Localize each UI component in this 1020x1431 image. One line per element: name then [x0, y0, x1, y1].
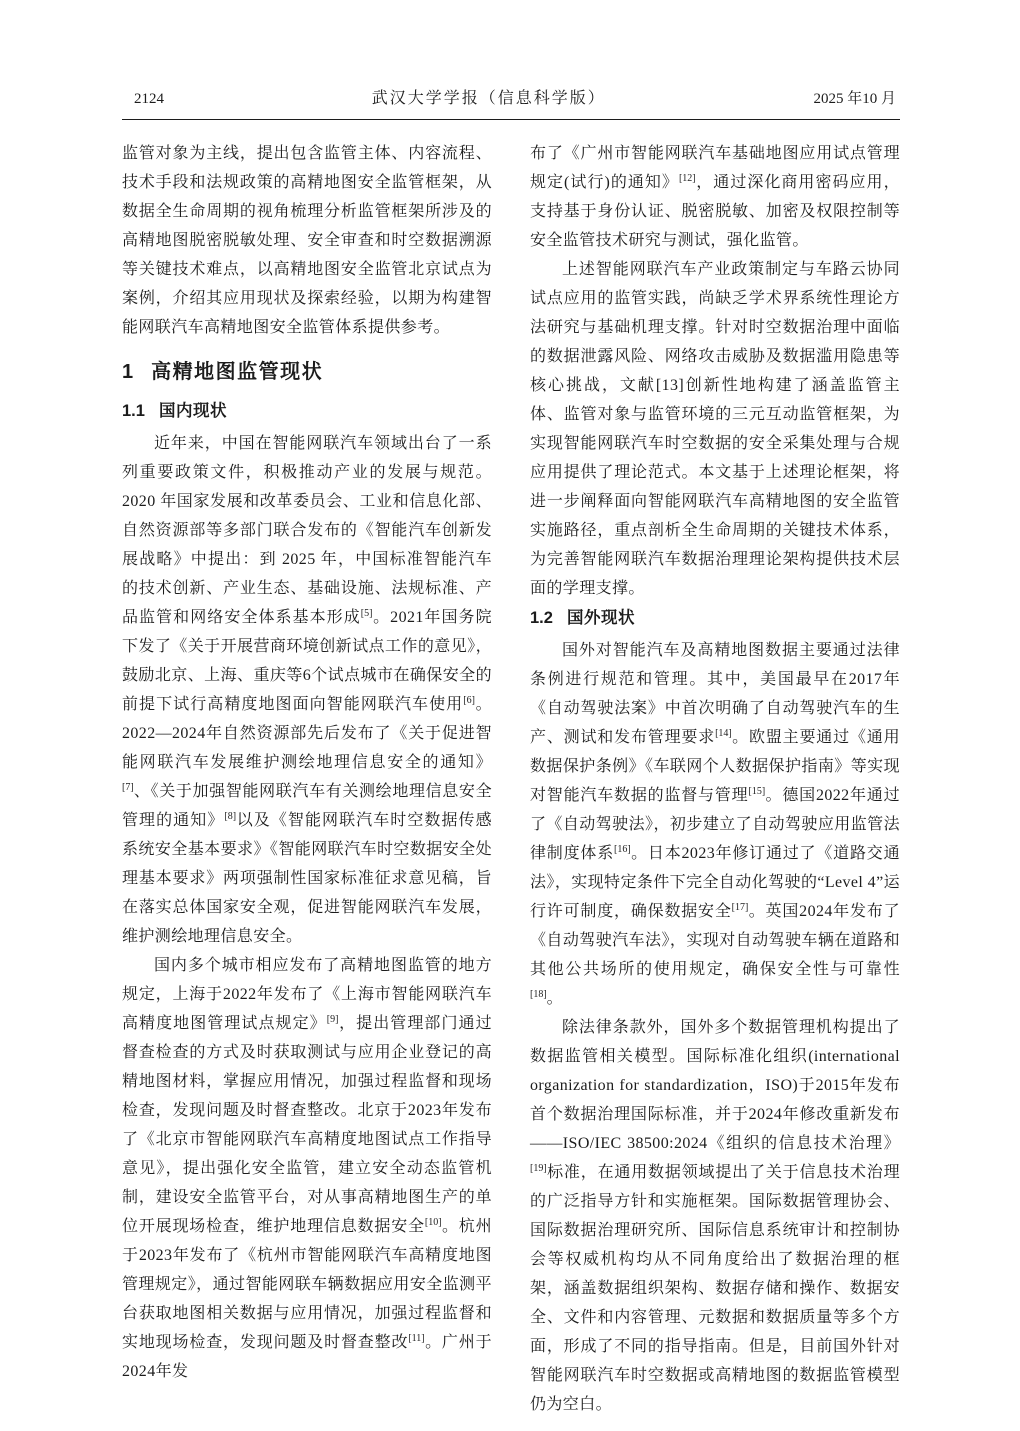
- section-number: 1: [122, 361, 134, 383]
- reference-superscript: [19]: [530, 1163, 547, 1174]
- reference-superscript: [18]: [530, 989, 547, 1000]
- header-rule: [122, 119, 900, 120]
- reference-superscript: [17]: [731, 902, 749, 913]
- right-column: [530, 139, 900, 1419]
- paragraph-foreign-laws: 国外对智能汽车及高精地图数据主要通过法律条例进行规范和管理。其中，美国最早在2017年《自动驾驶法案》中首次明确了自动驾驶汽车的生产、测试和发布管理要求[14]。欧盟主要通过《通用数据保护条例》《车联网个人数据保护指南》等实现对智能汽车数据的监督与管理[15]。德国2022年通过了《自动驾驶法》，初步建立了自动驾驶应用监管法律制度体系[16]。日本2023年修订通过了《道路交通法》，实现特定条件下完全自动化驾驶的“Level 4”运行许可制度，确保数据安全[17]。英国2024年发布了《自动驾驶汽车法》，实现对自动驾驶车辆在道路和其他公共场所的使用规定，确保安全性与可靠性[18]。: [530, 642, 900, 1007]
- page-header: [122, 88, 900, 110]
- reference-superscript: [6]: [463, 695, 475, 706]
- reference-superscript: [16]: [614, 844, 631, 855]
- article-body: [122, 139, 900, 1419]
- section-1-heading: [122, 359, 492, 385]
- reference-superscript: [8]: [224, 811, 237, 822]
- subsection-1-2-heading: [530, 606, 900, 630]
- reference-superscript: [12]: [678, 173, 696, 184]
- reference-superscript: [9]: [326, 1014, 339, 1025]
- paragraph-foreign-models: 除法律条款外，国外多个数据管理机构提出了数据监管相关模型。国际标准化组织(international organization for standardization，ISO)于2015年发布首个数据治理国际标准，并于2024年修改重新发布——ISO/IEC 38500:2024《组织的信息技术治理》[19]标准，在通用数据领域提出了关于信息技术治理的广泛指导方针和实施框架。国际数据管理协会、国际数据治理研究所、国际信息系统审计和控制协会等权威机构均从不同角度给出了数据治理的框架，涵盖数据组织架构、数据存储和操作、数据安全、文件和内容管理、元数据和数据质量等多个方面，形成了不同的指导指南。但是，目前国外针对智能网联汽车时空数据或高精地图的数据监管模型仍为空白。: [530, 1019, 900, 1413]
- journal-title: 武汉大学学报（信息科学版）: [371, 90, 606, 107]
- paragraph-domestic-policies: 近年来，中国在智能网联汽车领域出台了一系列重要政策文件，积极推动产业的发展与规范。2020 年国家发展和改革委员会、工业和信息化部、自然资源部等多部门联合发布的《智能汽车创新发展战略》中提出：到 2025 年，中国标准智能汽车的技术创新、产业生态、基础设施、法规标准、产品监管和网络安全体系基本形成[5]。2021年国务院下发了《关于开展营商环境创新试点工作的意见》，鼓励北京、上海、重庆等6个试点城市在确保安全的前提下试行高精度地图面向智能网联汽车使用[6]。2022—2024年自然资源部先后发布了《关于促进智能网联汽车发展维护测绘地理信息安全的通知》[7]、《关于加强智能网联汽车有关测绘地理信息安全管理的通知》[8]以及《智能网联汽车时空数据传感系统安全基本要求》《智能网联汽车时空数据安全处理基本要求》两项强制性国家标准征求意见稿，旨在落实总体国家安全观，促进智能网联汽车发展，维护测绘地理信息安全。: [122, 435, 492, 945]
- reference-superscript: [14]: [715, 728, 732, 739]
- section-title: 高精地图监管现状: [151, 361, 324, 383]
- reference-superscript: [10]: [424, 1217, 442, 1228]
- reference-superscript: [5]: [360, 608, 373, 619]
- subsection-title: 国内现状: [158, 402, 227, 420]
- subsection-1-1-heading: [122, 399, 492, 423]
- reference-superscript: [11]: [408, 1333, 425, 1344]
- page-number: 2124: [134, 91, 164, 107]
- subsection-title: 国外现状: [566, 609, 635, 627]
- reference-superscript: [7]: [122, 782, 134, 793]
- subsection-number: 1.2: [530, 609, 553, 627]
- paragraph-guangzhou-continuation: 布了《广州市智能网联汽车基础地图应用试点管理规定(试行)的通知》[12]，通过深化商用密码应用，支持基于身份认证、脱密脱敏、加密及权限控制等安全监管技术研究与测试，强化监管。: [530, 145, 900, 249]
- left-column: [122, 139, 492, 1419]
- paragraph-domestic-cities: 国内多个城市相应发布了高精地图监管的地方规定，上海于2022年发布了《上海市智能网联汽车高精度地图管理试点规定》[9]，提出管理部门通过督查检查的方式及时获取测试与应用企业登记的高精地图材料，掌握应用情况，加强过程监督和现场检查，发现问题及时督查整改。北京于2023年发布了《北京市智能网联汽车高精度地图试点工作指导意见》，提出强化安全监管，建立安全动态监管机制，建设安全监管平台，对从事高精地图生产的单位开展现场检查，维护地理信息数据安全[10]。杭州于2023年发布了《杭州市智能网联汽车高精度地图管理规定》，通过智能网联车辆数据应用安全监测平台获取地图相关数据与应用情况，加强过程监督和实地现场检查，发现问题及时督查整改[11]。广州于2024年发: [122, 957, 493, 1380]
- issue-date: 2025 年10 月: [813, 91, 896, 107]
- paragraph-theory-framework: 上述智能网联汽车产业政策制定与车路云协同试点应用的监管实践，尚缺乏学术界系统性理论方法研究与基础机理支撑。针对时空数据治理中面临的数据泄露风险、网络攻击威胁及数据滥用隐患等核心挑战，文献[13]创新性地构建了涵盖监管主体、监管对象与监管环境的三元互动监管框架，为实现智能网联汽车时空数据的安全采集处理与合规应用提供了理论范式。本文基于上述理论框架，将进一步阐释面向智能网联汽车高精地图的安全监管实施路径，重点剖析全生命周期的关键技术体系，为完善智能网联汽车数据治理理论架构提供技术层面的学理支撑。: [530, 261, 900, 597]
- subsection-number: 1.1: [122, 402, 145, 420]
- paragraph-abstract-continuation: 监管对象为主线，提出包含监管主体、内容流程、技术手段和法规政策的高精地图安全监管框架，从数据全生命周期的视角梳理分析监管框架所涉及的高精地图脱密脱敏处理、安全审查和时空数据溯源等关键技术难点，以高精地图安全监管北京试点为案例，介绍其应用现状及探索经验，以期为构建智能网联汽车高精地图安全监管体系提供参考。: [122, 145, 492, 336]
- reference-superscript: [15]: [748, 786, 766, 797]
